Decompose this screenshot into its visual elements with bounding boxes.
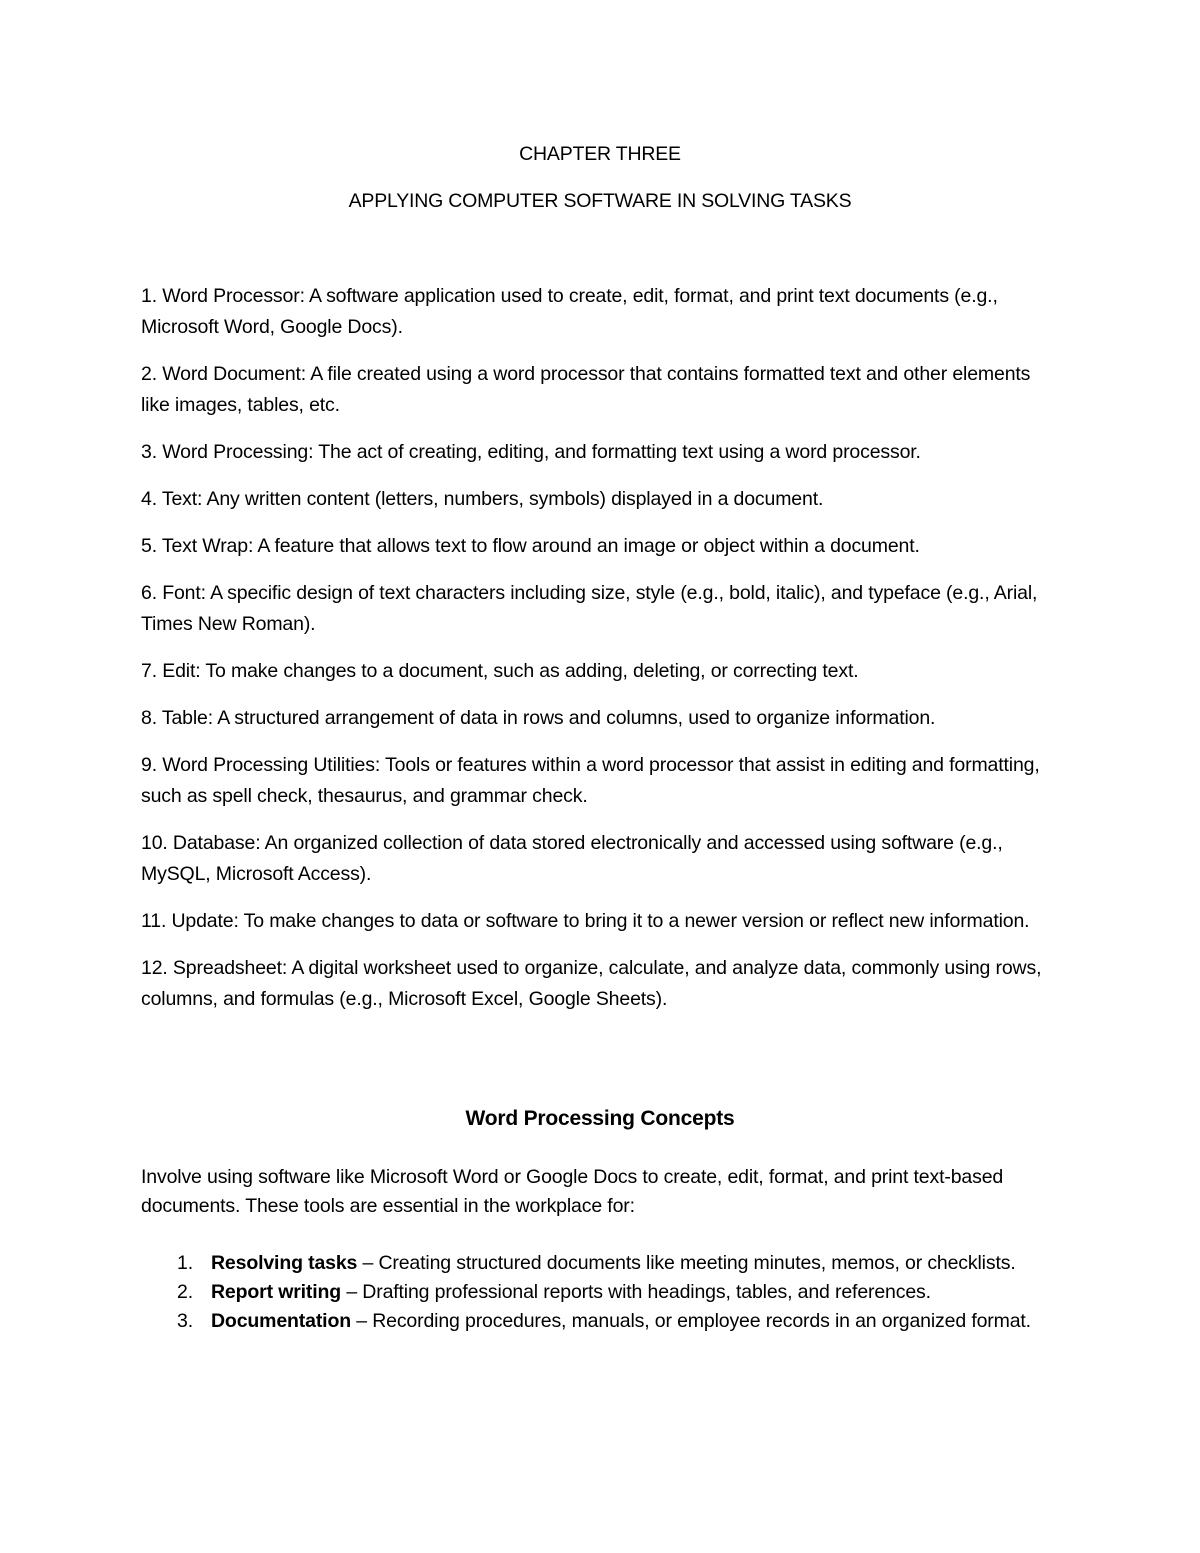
- use-term: Report writing: [211, 1281, 342, 1303]
- list-number: 1.: [177, 1252, 193, 1274]
- section-heading: Word Processing Concepts: [465, 1107, 735, 1130]
- definition-item: 1. Word Processor: A software application used to create, edit, format, and print text documents (e.g., Microsoft Word, Google Docs).: [141, 285, 998, 338]
- use-term: Resolving tasks: [211, 1252, 358, 1274]
- list-number: 3.: [177, 1310, 193, 1332]
- section-intro: Involve using software like Microsoft Word or Google Docs to create, edit, format, and print text-based documents. These tools are essential in the workplace for:: [141, 1166, 1004, 1217]
- uses-list: [141, 1249, 1061, 1336]
- use-term: Documentation: [211, 1310, 351, 1332]
- list-number: 2.: [177, 1281, 193, 1303]
- definition-item: 6. Font: A specific design of text characters including size, style (e.g., bold, italic), and typeface (e.g., Arial, Times New Roman).: [141, 582, 1038, 635]
- use-description: – Creating structured documents like meeting minutes, memos, or checklists.: [357, 1252, 1016, 1274]
- definition-item: 11. Update: To make changes to data or software to bring it to a newer version or reflect new information.: [141, 910, 1030, 932]
- definition-item: 8. Table: A structured arrangement of data in rows and columns, used to organize information.: [141, 707, 936, 729]
- definition-item: 9. Word Processing Utilities: Tools or features within a word processor that assist in editing and formatting, such as spell check, thesaurus, and grammar check.: [141, 754, 1040, 807]
- definition-item: 10. Database: An organized collection of data stored electronically and accessed using software (e.g., MySQL, Microsoft Access).: [141, 832, 1003, 885]
- use-item-resolving-tasks: [141, 1249, 1061, 1278]
- use-item-documentation: [141, 1307, 1061, 1336]
- definition-item: 7. Edit: To make changes to a document, such as adding, deleting, or correcting text.: [141, 660, 859, 682]
- chapter-title: APPLYING COMPUTER SOFTWARE IN SOLVING TASKS: [348, 190, 852, 212]
- definitions-list: [141, 281, 1061, 1031]
- definition-item: 4. Text: Any written content (letters, numbers, symbols) displayed in a document.: [141, 488, 824, 510]
- definition-item: 12. Spreadsheet: A digital worksheet used to organize, calculate, and analyze data, commonly using rows, columns, and formulas (e.g., Microsoft Excel, Google Sheets).: [141, 957, 1042, 1010]
- definition-item: 5. Text Wrap: A feature that allows text to flow around an image or object within a document.: [141, 535, 920, 557]
- use-item-report-writing: [141, 1278, 1061, 1307]
- use-description: – Drafting professional reports with headings, tables, and references.: [341, 1281, 931, 1303]
- chapter-heading: CHAPTER THREE: [519, 143, 681, 165]
- definition-item: 3. Word Processing: The act of creating, editing, and formatting text using a word processor.: [141, 441, 921, 463]
- definition-item: 2. Word Document: A file created using a word processor that contains formatted text and other elements like images, tables, etc.: [141, 363, 1031, 416]
- use-description: – Recording procedures, manuals, or employee records in an organized format.: [350, 1310, 1031, 1332]
